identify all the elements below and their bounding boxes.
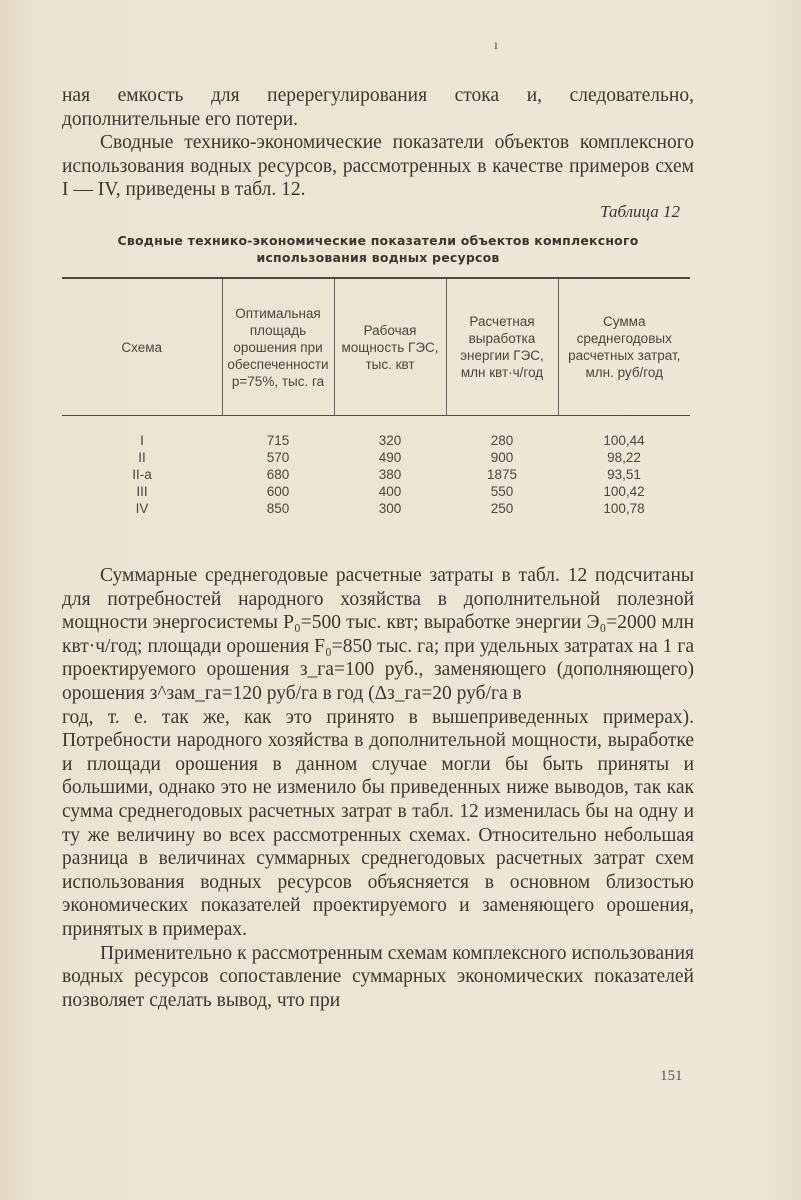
header-energy: Расчетная выработка энергии ГЭС, млн квт·ч/год [446, 278, 558, 416]
table-label: Таблица 12 [600, 202, 680, 221]
cell-power: 320 [378, 433, 402, 448]
cell-scheme: III [136, 484, 148, 499]
cell-area: 715 [266, 433, 290, 448]
table-row [62, 500, 690, 517]
table-row [62, 449, 690, 466]
cell-costs: 100,42 [603, 484, 645, 499]
cell-area: 600 [266, 484, 290, 499]
cell-costs: 93,51 [607, 467, 641, 482]
cell-power: 380 [378, 467, 402, 482]
top-text [62, 84, 694, 202]
cell-costs: 98,22 [607, 450, 641, 465]
indicators-table [62, 277, 690, 517]
body-text [62, 564, 694, 1012]
header-costs: Сумма среднегодовых расчетных затрат, млн. руб/год [558, 278, 690, 416]
cell-energy: 550 [490, 484, 514, 499]
cell-scheme: I [140, 433, 144, 448]
cell-area: 850 [266, 501, 290, 516]
cell-costs: 100,78 [603, 501, 645, 516]
cell-costs: 100,44 [603, 433, 645, 448]
cell-scheme: IV [135, 501, 149, 516]
paragraph-conclusion: Применительно к рассмотренным схемам комплексного использования водных ресурсов сопоставление суммарных экономических показателей позволяет сделать вывод, что при [62, 942, 694, 1011]
table-row [62, 466, 690, 483]
cell-energy: 280 [490, 433, 514, 448]
header-area: Оптимальная площадь орошения при обеспеченности р=75%, тыс. га [222, 278, 334, 416]
cell-power: 490 [378, 450, 402, 465]
paragraph-continued: ная емкость для перерегулирования стока и, следовательно, дополнительные его потери. [62, 85, 694, 130]
table-row [62, 416, 690, 450]
top-mark: ı [494, 38, 498, 53]
paragraph-totals-b: год, т. е. так же, как это принято в вышеприведенных примерах). Потребности народного хозяйства в дополнительной мощности, выработке и площади орошения в данном случае могли бы быть приняты и большими, однако это не изменило бы приведенных ниже выводов, так как сумма среднегодовых расчетных затрат в табл. 12 изменилась бы на одну и ту же величину во всех рассмотренных схемах. Относительно небольшая разница в величинах суммарных среднегодовых расчетных затрат схем использования водных ресурсов объясняется в основном близостью экономических показателей проектируемого и заменяющего орошения, принятых в примерах. [62, 706, 694, 940]
paragraph-totals-a: Суммарные среднегодовые расчетные затраты в табл. 12 подсчитаны для потребностей народного хозяйства в дополнительной полезной мощности энергосистемы P₀=500 тыс. квт; выработке энергии Э₀=2000 млн квт·ч/год; площади орошения F₀=850 тыс. га; при удельных затратах на 1 га проектируемого орошения з_га=100 руб., заменяющего (дополняющего) орошения з^зам_га=120 руб/га в год (Δз_га=20 руб/га в [62, 565, 694, 704]
cell-power: 400 [378, 484, 402, 499]
cell-energy: 900 [490, 450, 514, 465]
table-header-row [62, 278, 690, 416]
cell-area: 680 [266, 467, 290, 482]
cell-energy: 250 [490, 501, 514, 516]
paragraph-summary-intro: Сводные технико-экономические показатели объектов комплексного использования водных ресурсов, рассмотренных в качестве примеров схем I — IV, приведены в табл. 12. [62, 132, 694, 201]
header-scheme: Схема [121, 339, 163, 355]
table-title: Сводные технико-экономические показатели объектов комплексного использования водных ресурсов [117, 233, 639, 265]
cell-area: 570 [266, 450, 290, 465]
cell-energy: 1875 [486, 467, 518, 482]
cell-scheme: II-а [132, 467, 152, 482]
table-row [62, 483, 690, 500]
cell-power: 300 [378, 501, 402, 516]
cell-scheme: II [138, 450, 146, 465]
page-number: 151 [660, 1068, 683, 1084]
header-power: Рабочая мощность ГЭС, тыс. квт [334, 278, 446, 416]
